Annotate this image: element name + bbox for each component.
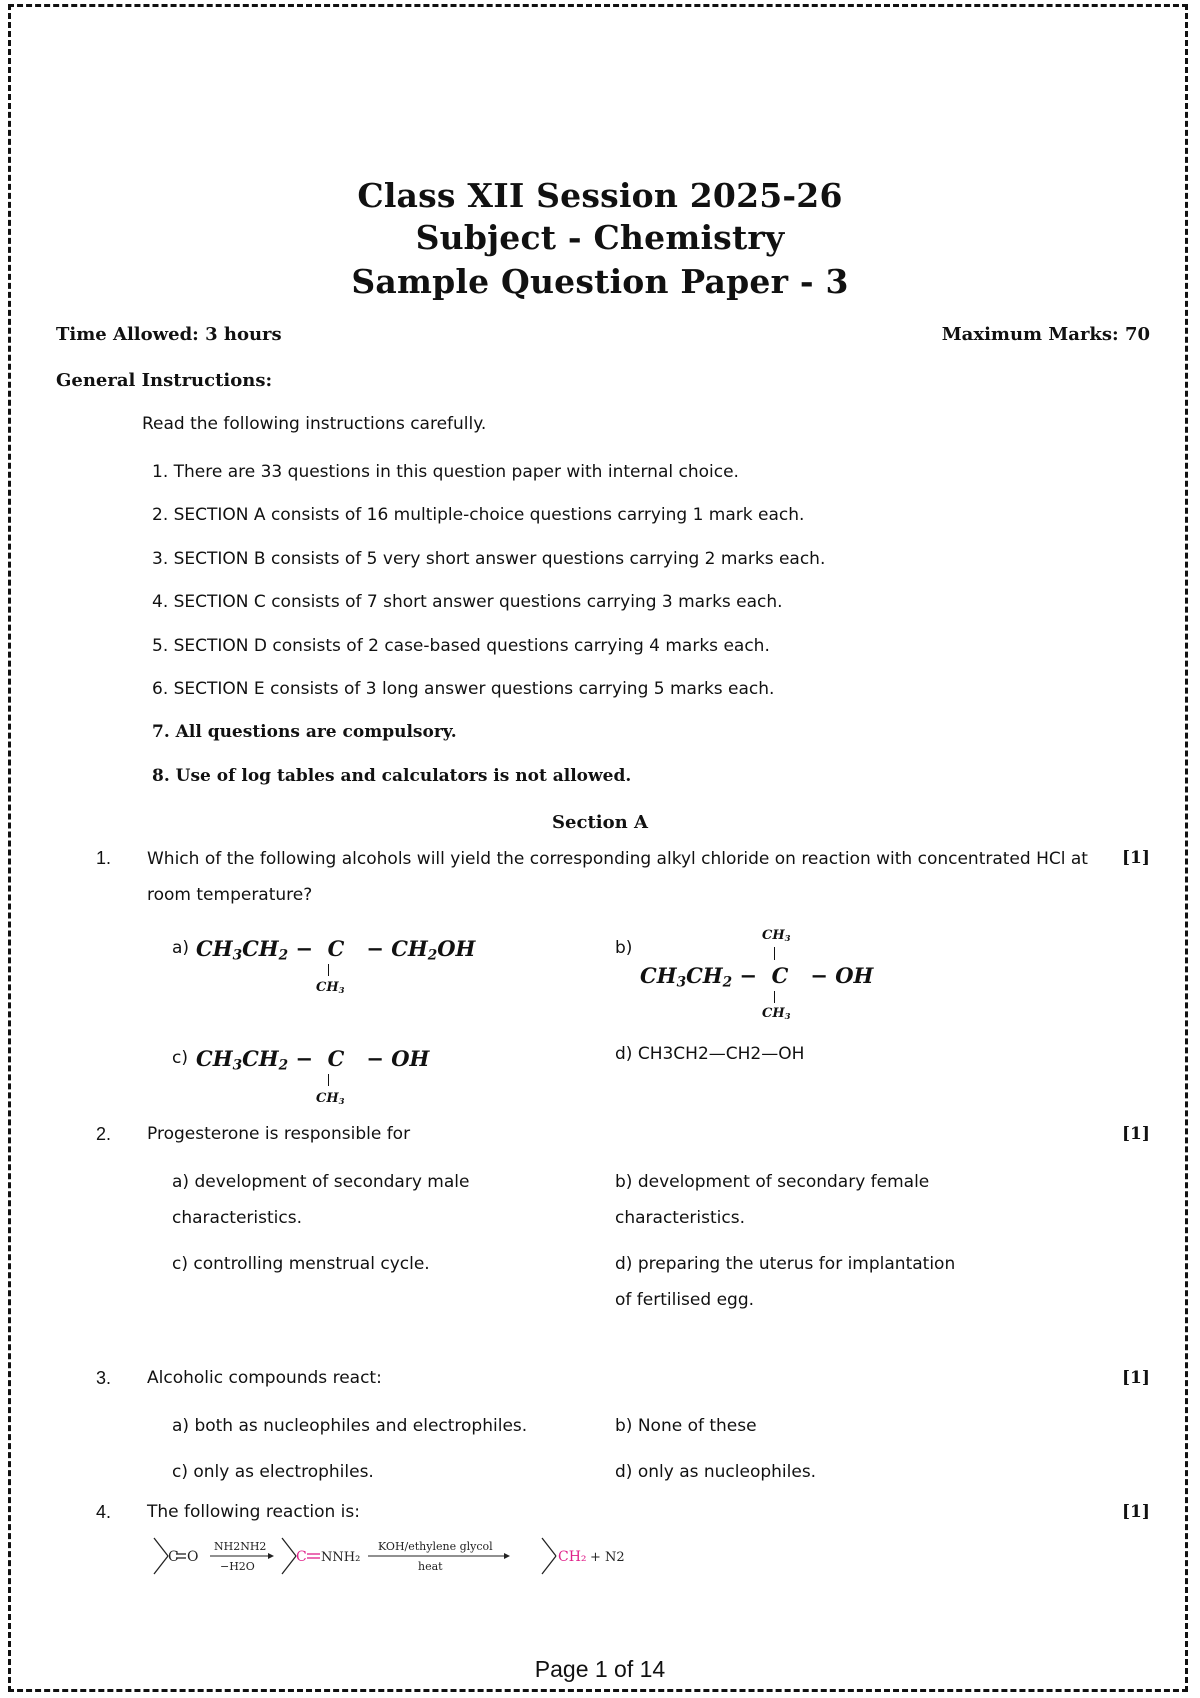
instruction-item: 8. Use of log tables and calculators is not allowed. (152, 766, 632, 786)
question-text: Which of the following alcohols will yield the corresponding alkyl chloride on reaction with concentrated HCl at room temperature? (147, 849, 1088, 905)
option-d[interactable]: d) CH3CH2—CH2—OH (615, 1044, 805, 1064)
question-text: Progesterone is responsible for (147, 1124, 411, 1144)
option-label: b) (615, 938, 633, 958)
instructions-heading: General Instructions: (56, 370, 273, 391)
instruction-item: 5. SECTION D consists of 2 case-based questions carrying 4 marks each. (152, 636, 770, 656)
page-number: Page 1 of 14 (534, 1656, 666, 1682)
methyl-group: $CH_3$ (762, 928, 791, 944)
question-marks: [1] (1122, 848, 1150, 868)
question-marks: [1] (1122, 1124, 1150, 1144)
alkane-product (542, 1538, 556, 1574)
carbon-label: C (296, 1549, 307, 1565)
instruction-item: 2. SECTION A consists of 16 multiple-choice questions carrying 1 mark each. (152, 505, 805, 525)
option-d[interactable]: d) only as nucleophiles. (615, 1462, 817, 1482)
double-bond-highlight (307, 1554, 320, 1558)
option-label: c) (172, 1048, 188, 1068)
option-d[interactable]: d) preparing the uterus for implantation of fertilised egg. (615, 1254, 956, 1310)
instruction-item: 3. SECTION B consists of 5 very short answer questions carrying 2 marks each. (152, 549, 826, 569)
question-text: Alcoholic compounds react: (147, 1368, 382, 1388)
reagent-2: KOH/ethylene glycol (378, 1540, 493, 1553)
structural-formula: $CH_3CH_2 - C - CH_2OH$ (196, 936, 476, 964)
ch2-label: CH₂ (558, 1549, 587, 1565)
question-number: 4. (96, 1502, 112, 1522)
question-marks: [1] (1122, 1368, 1150, 1388)
paper-title-set: Sample Question Paper - 3 (351, 262, 849, 301)
time-allowed: Time Allowed: 3 hours (56, 324, 282, 345)
option-a[interactable]: a) both as nucleophiles and electrophiles. (172, 1416, 528, 1436)
arrow-head-1 (268, 1553, 274, 1559)
reagent-1: NH2NH2 (214, 1540, 267, 1553)
instruction-item: 7. All questions are compulsory. (152, 722, 457, 742)
reaction-scheme (150, 1532, 710, 1588)
question-number: 2. (96, 1124, 112, 1144)
structural-formula: $CH_3CH_2 - C$ − OH (640, 963, 874, 991)
question-number: 1. (96, 848, 112, 868)
option-b[interactable]: b) development of secondary female characteristics. (615, 1172, 930, 1228)
bond-line (328, 964, 329, 976)
paper-title-class: Class XII Session 2025-26 (357, 176, 843, 215)
bond-line (774, 947, 775, 960)
nitrogen-group: NNH₂ (321, 1550, 361, 1565)
instruction-item: 4. SECTION C consists of 7 short answer questions carrying 3 marks each. (152, 592, 783, 612)
option-label: a) (172, 938, 190, 958)
question-number: 3. (96, 1368, 112, 1388)
methyl-group: $CH_3$ (316, 1091, 345, 1107)
instruction-item: 1. There are 33 questions in this question paper with internal choice. (152, 462, 739, 482)
option-a[interactable]: a) development of secondary male characteristics. (172, 1172, 470, 1228)
condition-1: −H2O (220, 1560, 255, 1573)
arrow-head-2 (504, 1553, 510, 1559)
question-marks: [1] (1122, 1502, 1150, 1522)
option-c[interactable]: c) only as electrophiles. (172, 1462, 374, 1482)
option-b[interactable]: b) None of these (615, 1416, 757, 1436)
instructions-intro: Read the following instructions carefully. (142, 414, 487, 434)
bond-line (328, 1074, 329, 1086)
paper-title-subject: Subject - Chemistry (415, 218, 785, 257)
methyl-group: $CH_3$ (316, 980, 345, 996)
section-heading: Section A (552, 812, 648, 833)
question-text: The following reaction is: (147, 1502, 360, 1522)
bond-line (774, 991, 775, 1003)
structural-formula: $CH_3CH_2 - C$ − OH (196, 1046, 430, 1074)
instruction-item: 6. SECTION E consists of 3 long answer questions carrying 5 marks each. (152, 679, 775, 699)
maximum-marks: Maximum Marks: 70 (941, 324, 1150, 345)
condition-2: heat (418, 1560, 443, 1573)
oxygen-label: O (187, 1549, 199, 1565)
carbon-label: C (168, 1549, 179, 1565)
option-c[interactable]: c) controlling menstrual cycle. (172, 1254, 430, 1274)
hydrazone-intermediate (282, 1538, 296, 1574)
nitrogen-product: + N2 (590, 1550, 625, 1565)
methyl-group: $CH_3$ (762, 1006, 791, 1022)
